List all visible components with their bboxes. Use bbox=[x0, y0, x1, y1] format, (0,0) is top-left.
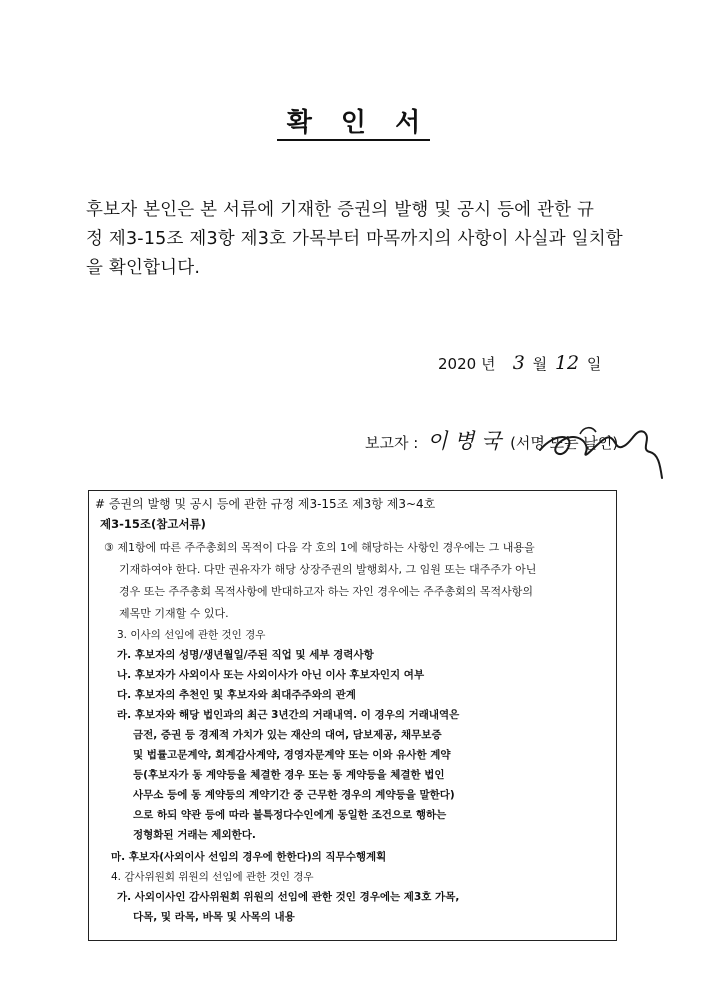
item3-ra-line: 등(후보자가 동 계약등을 체결한 경우 또는 동 계약등을 체결한 법인 bbox=[133, 769, 445, 781]
document-title: 확 인 서 bbox=[0, 102, 707, 139]
para3-line: 경우 또는 주주총회 목적사항에 반대하고자 하는 자인 경우에는 주주총회의 목적사항의 bbox=[119, 585, 534, 598]
para3-line: ③ 제1항에 따른 주주총회의 목적이 다음 각 호의 1에 해당하는 사항인 경우에는 그 내용을 bbox=[104, 541, 535, 554]
date-year-unit: 년 bbox=[480, 355, 496, 373]
item3-ga: 가. 후보자의 성명/생년월일/주된 직업 및 세부 경력사항 bbox=[117, 649, 374, 661]
item3-ra-line: 라. 후보자와 해당 법인과의 최근 3년간의 거래내역. 이 경우의 거래내역은 bbox=[117, 709, 460, 721]
seal-note: (서명 또는 날인) bbox=[510, 434, 619, 452]
para3-line: 기재하여야 한다. 다만 권유자가 해당 상장주권의 발행회사, 그 임원 또는 대주주가 아닌 bbox=[119, 563, 537, 576]
excerpt-header: # 증권의 발행 및 공시 등에 관한 규정 제3-15조 제3항 제3~4호 bbox=[95, 497, 436, 511]
regulation-excerpt-box bbox=[88, 490, 617, 941]
statement-line: 후보자 본인은 본 서류에 기재한 증권의 발행 및 공시 등에 관한 규 bbox=[86, 200, 595, 220]
item3-da: 다. 후보자의 추천인 및 후보자와 최대주주와의 관계 bbox=[117, 689, 356, 701]
item4-ga-line: 가. 사외이사인 감사위원회 위원의 선임에 관한 것인 경우에는 제3호 가목, bbox=[117, 891, 460, 903]
item3-ra-line: 정형화된 거래는 제외한다. bbox=[133, 829, 256, 841]
item3-na: 나. 후보자가 사외이사 또는 사외이사가 아닌 이사 후보자인지 여부 bbox=[117, 669, 425, 681]
date-day-unit: 일 bbox=[586, 355, 602, 373]
statement-line: 정 제3-15조 제3항 제3호 가목부터 마목까지의 사항이 사실과 일치함 bbox=[86, 229, 623, 249]
confirmation-statement bbox=[86, 196, 638, 283]
signature-icon bbox=[520, 412, 670, 482]
item4-ga-line: 다목, 및 라목, 바목 및 사목의 내용 bbox=[133, 911, 295, 923]
reporter-name-handwritten: 이 병 국 bbox=[427, 429, 502, 453]
item3-ma: 마. 후보자(사외이사 선임의 경우에 한한다)의 직무수행계획 bbox=[111, 851, 387, 863]
date-line bbox=[438, 352, 601, 374]
item4-heading: 4. 감사위원회 위원의 선임에 관한 것인 경우 bbox=[111, 871, 314, 883]
item3-ra-line: 및 법률고문계약, 회계감사계약, 경영자문계약 또는 이와 유사한 계약 bbox=[133, 749, 451, 761]
statement-line: 을 확인합니다. bbox=[86, 258, 201, 278]
date-day-handwritten: 12 bbox=[554, 352, 580, 374]
para3-line: 제목만 기재할 수 있다. bbox=[119, 607, 229, 620]
item3-ra-line: 으로 하되 약관 등에 따라 불특정다수인에게 동일한 조건으로 행하는 bbox=[133, 809, 447, 821]
date-year: 2020 bbox=[438, 355, 477, 373]
item3-ra-line: 금전, 증권 등 경제적 가치가 있는 재산의 대여, 담보제공, 채무보증 bbox=[133, 729, 442, 741]
item3-heading: 3. 이사의 선임에 관한 것인 경우 bbox=[117, 629, 266, 641]
date-month-handwritten: 3 bbox=[512, 352, 525, 374]
date-month-unit: 월 bbox=[532, 355, 548, 373]
excerpt-article: 제3-15조(참고서류) bbox=[100, 517, 206, 531]
item3-ra-line: 사무소 등에 동 계약등의 계약기간 중 근무한 경우의 계약등을 말한다) bbox=[133, 789, 455, 801]
reporter-label: 보고자 : bbox=[365, 434, 419, 452]
